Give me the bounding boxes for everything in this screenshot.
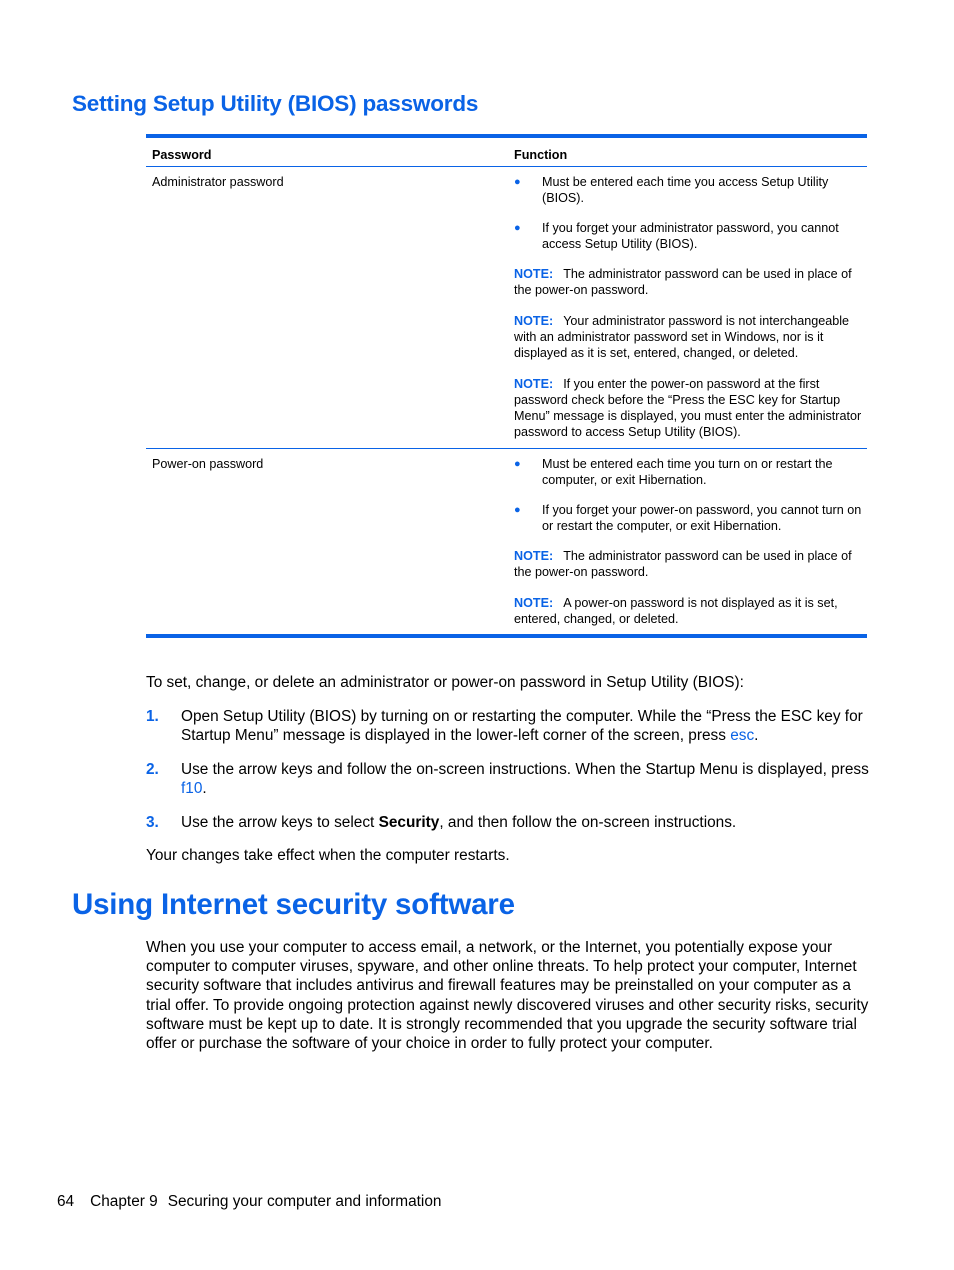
step-text-part: Use the arrow keys to select bbox=[181, 814, 379, 831]
bullet-icon: ● bbox=[514, 222, 521, 234]
step-text-part: . bbox=[202, 780, 207, 798]
bullet-text: If you forget your power-on password, you cannot turn on or restart the computer, or exit Hibernation. bbox=[542, 503, 862, 533]
section-heading-internet-security: Using Internet security software bbox=[72, 888, 515, 921]
password-table bbox=[146, 134, 867, 638]
step-text bbox=[181, 760, 870, 798]
step-text bbox=[181, 813, 736, 832]
bullet-text: Must be entered each time you turn on or restart the computer, or exit Hibernation. bbox=[542, 457, 833, 487]
note-label: NOTE: bbox=[514, 596, 554, 610]
bullet-icon: ● bbox=[514, 504, 521, 516]
step-item bbox=[146, 813, 870, 832]
page-footer bbox=[57, 1192, 441, 1211]
page-number: 64 bbox=[57, 1193, 75, 1210]
bullet-text: If you forget your administrator password, you cannot access Setup Utility (BIOS). bbox=[542, 221, 839, 251]
section-heading-bios-passwords: Setting Setup Utility (BIOS) passwords bbox=[72, 91, 479, 116]
bullet-text: Must be entered each time you access Setup Utility (BIOS). bbox=[542, 175, 829, 205]
list-item bbox=[514, 502, 863, 534]
note bbox=[514, 595, 863, 627]
note-text: If you enter the power-on password at the first password check before the “Press the ESC key for Startup Menu” message is displayed, you must enter the administrator password to access Setup Utility (BIOS). bbox=[514, 377, 862, 439]
note bbox=[514, 548, 863, 580]
step-text bbox=[181, 707, 870, 745]
intro-paragraph: To set, change, or delete an administrator or power-on password in Setup Utility (BIOS): bbox=[146, 674, 744, 691]
note-label: NOTE: bbox=[514, 377, 554, 391]
key-f10: f10 bbox=[181, 780, 203, 798]
list-item bbox=[514, 174, 863, 206]
note-label: NOTE: bbox=[514, 314, 554, 328]
note-text: The administrator password can be used in place of the power-on password. bbox=[514, 549, 852, 579]
table-row bbox=[146, 167, 867, 449]
step-text-part: , and then follow the on-screen instructions. bbox=[439, 814, 737, 831]
security-term: Security bbox=[378, 814, 440, 831]
step-number: 1. bbox=[146, 708, 159, 725]
key-esc: esc bbox=[730, 727, 755, 745]
step-text-part: Open Setup Utility (BIOS) by turning on or restarting the computer. While the “Press the ESC key for Startup Menu” message is displayed in the lower-left corner of the screen, press bbox=[181, 708, 863, 745]
note-text: Your administrator password is not interchangeable with an administrator password set in Windows, nor is it displayed as it is set, entered, changed, or deleted. bbox=[514, 314, 850, 360]
note-label: NOTE: bbox=[514, 549, 554, 563]
chapter-label: Chapter 9 bbox=[90, 1193, 158, 1210]
function-cell bbox=[507, 449, 867, 634]
table-header-function: Function bbox=[514, 148, 568, 162]
list-item bbox=[514, 220, 863, 252]
note bbox=[514, 376, 863, 440]
note bbox=[514, 313, 863, 361]
password-type-cell: Administrator password bbox=[152, 175, 284, 189]
password-type-cell: Power-on password bbox=[152, 457, 264, 471]
bullet-icon: ● bbox=[514, 458, 521, 470]
list-item bbox=[514, 456, 863, 488]
note-text: The administrator password can be used in place of the power-on password. bbox=[514, 267, 852, 297]
note-text: A power-on password is not displayed as it is set, entered, changed, or deleted. bbox=[514, 596, 838, 626]
step-item bbox=[146, 707, 870, 745]
chapter-title: Securing your computer and information bbox=[167, 1193, 442, 1210]
step-item bbox=[146, 760, 870, 798]
table-header-row bbox=[146, 138, 867, 167]
step-number: 3. bbox=[146, 814, 159, 831]
bullet-icon: ● bbox=[514, 176, 521, 188]
step-text-part: Use the arrow keys and follow the on-screen instructions. When the Startup Menu is displayed, press bbox=[181, 761, 869, 778]
step-number: 2. bbox=[146, 761, 159, 778]
function-cell bbox=[507, 167, 867, 448]
note bbox=[514, 266, 863, 298]
security-paragraph: When you use your computer to access email, a network, or the Internet, you potentially expose your computer to computer viruses, spyware, and other online threats. To help protect your computer, Internet security software that includes antivirus and firewall features may be preinstalled on your computer as a trial offer. To provide ongoing protection against newly discovered viruses and other security risks, security software must be kept up to date. It is strongly recommended that you upgrade the security software trial offer or purchase the software of your choice in order to fully protect your computer. bbox=[146, 939, 869, 1053]
table-header-password: Password bbox=[152, 148, 212, 162]
table-row bbox=[146, 449, 867, 634]
note-label: NOTE: bbox=[514, 267, 554, 281]
step-text-part: . bbox=[754, 727, 759, 745]
outro-paragraph: Your changes take effect when the computer restarts. bbox=[146, 847, 510, 864]
